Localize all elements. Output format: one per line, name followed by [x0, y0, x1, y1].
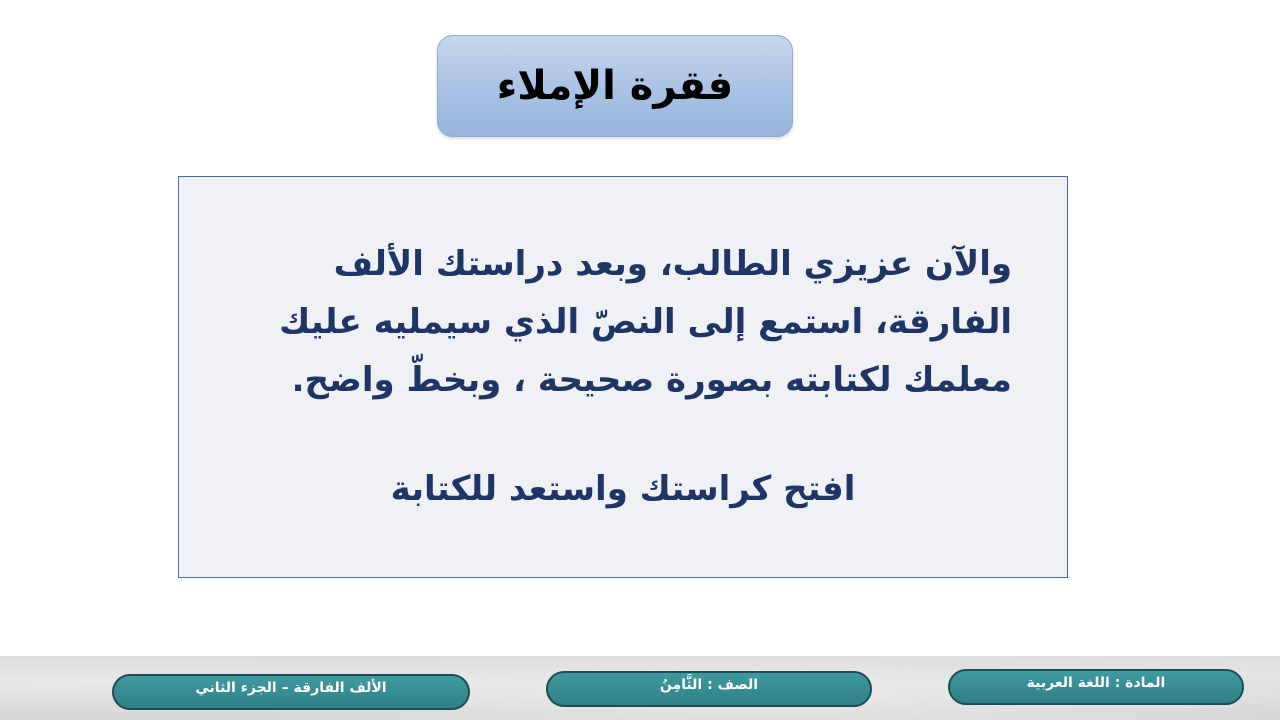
open-notebook-instruction: افتح كراستك واستعد للكتابة: [390, 469, 856, 509]
content-panel: [178, 176, 1068, 578]
subject-badge: [948, 669, 1244, 705]
grade-label: الصف : الثَّامِنُ: [659, 677, 759, 693]
topic-badge: [112, 674, 470, 710]
page-title: فقرة الإملاء: [496, 63, 734, 109]
title-banner: [437, 35, 793, 137]
instruction-paragraph: والآن عزيزي الطالب، وبعد دراستك الألف الفارقة، استمع إلى النصّ الذي سيمليه عليك معلمك لكتابته بصورة صحيحة ، وبخطّ واضح.: [279, 244, 1012, 400]
grade-badge: [546, 671, 872, 707]
topic-label: الألف الفارقة – الجزء الثاني: [195, 680, 387, 696]
subject-label: المادة : اللغة العربية: [1026, 675, 1166, 691]
